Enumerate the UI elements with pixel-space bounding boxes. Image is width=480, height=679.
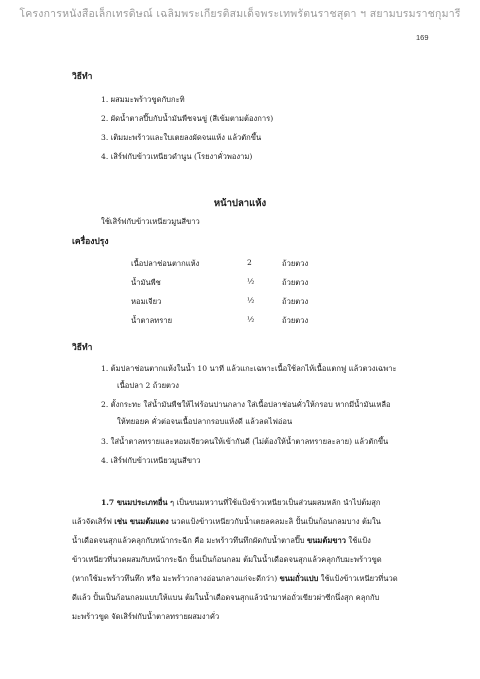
text-run: มะพร้าวขูด จัดเสิร์ฟกับน้ำตาลทรายผสมงาคั่ว (72, 612, 220, 621)
bold-term: ขนมถั่วแปบ (279, 574, 319, 583)
ingredient-name: น้ำตาลทราย (131, 316, 173, 325)
paragraph-line (101, 497, 380, 509)
text-run: ข้าวเหนียวที่นวดผสมกับหน้ากระฉีก ปั้นเป็นก้อนกลม ต้มในน้ำเดือดจนสุกแล้วคลุกกับมะพร้าวขูด (72, 555, 382, 564)
text-run: ๆ เป็นขนมหวานที่ใช้แป้งข้าวเหนียวเป็นส่วนผสมหลัก นำไปต้มสุก (167, 498, 381, 507)
ingredient-qty: ½ (247, 296, 255, 305)
step-2-1: 1. ต้มปลาช่อนตากแห้งในน้ำ 10 นาที แล้วแกะเฉพาะเนื้อใช้ลกไห้เนื้อแตกฟู แล้วตวงเฉพาะ (101, 364, 397, 373)
method-heading-2: วิธีทำ (72, 343, 93, 353)
step-1-4: 4. เสิร์ฟกับข้าวเหนียวดำนูน (โรยงาคั่วพองาม) (101, 152, 253, 161)
paragraph-line (72, 611, 219, 623)
page-header: โครงการหนังสือเล็กเทรดิษณ์ เฉลิมพระเกียรติสมเด็จพระเทพรัตนราชสุดา ฯ สยามบรมราชกุมารี (19, 8, 461, 20)
text-run: แล้วจัดเสิร์ฟ (72, 517, 115, 526)
ingredient-unit: ถ้วยตวง (282, 259, 309, 268)
text-run: ดีแล้ว ปั้นเป็นก้อนกลมแบบให้แบน ต้มในน้ำเดือดจนสุกแล้วนำมาห่อถั่วเขียวผ่าซีกนึ่งสุก คลุกกับ (72, 593, 380, 602)
ingredient-unit: ถ้วยตวง (282, 278, 309, 287)
bold-term: เช่น ขนมต้มแดง (114, 517, 169, 526)
step-1-2: 2. ผัดน้ำตาลปี๊บกับน้ำมันพืชจนขู่ (สีเข้มตามต้องการ) (101, 114, 274, 123)
ingredient-name: หอมเจียว (131, 297, 162, 306)
text-run: น้ำเดือดจนสุกแล้วคลุกกับหน้ากระฉีก คือ มะพร้าวทึนทึกผัดกับน้ำตาลปี๊บ (72, 536, 308, 545)
paragraph-line (72, 592, 379, 604)
recipe-title: หน้าปลาแห้ง (213, 198, 267, 209)
ingredient-qty: ½ (247, 277, 255, 286)
text-run: ใช้แป้ง (346, 536, 371, 545)
step-2-4: 4. เสิร์ฟกับข้าวเหนียวมูนสีขาว (101, 456, 201, 465)
paragraph-line (72, 573, 398, 585)
step-2-1-cont: เนื้อปลา 2 ถ้วยตวง (117, 381, 179, 390)
ingredient-qty: ½ (247, 315, 255, 324)
ingredient-name: เนื้อปลาช่อนตากแห้ง (131, 259, 200, 268)
ingredient-unit: ถ้วยตวง (282, 297, 309, 306)
bold-term: ขนมต้มขาว (307, 536, 347, 545)
paragraph-line (72, 554, 382, 566)
recipe-subtitle: ใช้เสิร์ฟกับข้าวเหนียวมูนสีขาว (101, 217, 200, 226)
method-heading-1: วิธีทำ (72, 72, 93, 82)
ingredient-unit: ถ้วยตวง (282, 316, 309, 325)
ingredients-heading: เครื่องปรุง (72, 237, 109, 247)
ingredient-qty: 2 (247, 258, 252, 267)
step-1-1: 1. ผสมมะพร้าวขูดกับกะทิ (101, 95, 185, 104)
ingredient-name: น้ำมันพืช (131, 278, 161, 287)
bold-term: 1.7 ขนมประเภทอื่น (101, 498, 168, 507)
text-run: (หากใช้มะพร้าวทึนทึก หรือ มะพร้าวกลางอ่อนกลางแก่จะดีกว่า) (72, 574, 280, 583)
page-number: 169 (416, 33, 429, 42)
step-2-2-cont: ให้ทยอยค คั่วต่อจนเนื้อปลากรอบแห้งดี แล้วลดไฟอ่อน (117, 417, 293, 426)
text-run: ใช้แป้งข้าวเหนียวที่นวด (318, 574, 398, 583)
step-1-3: 3. เติมมะพร้าวและใบเตยลงผัดจนแห้ง แล้วตักขึ้น (101, 133, 262, 142)
text-run: นวดแป้งข้าวเหนียวกับน้ำเตยลคลมะลิ ปั้นเป็นก้อนกลมบาง ต้มใน (168, 517, 381, 526)
step-2-2: 2. ตั้งกระทะ ใส่น้ำมันพืชให้ไฟร้อนปานกลาง ใส่เนื้อปลาช่อนคั่วให้กรอบ หากมีน้ำมันเหลือ (101, 400, 391, 409)
paragraph-line (72, 535, 371, 547)
step-2-3: 3. ใส่น้ำตาลทรายและหอมเจียวคนให้เข้ากันดี (ไม่ต้องให้น้ำตาลทรายละลาย) แล้วตักขึ้น (101, 437, 389, 446)
paragraph-line (72, 516, 381, 528)
